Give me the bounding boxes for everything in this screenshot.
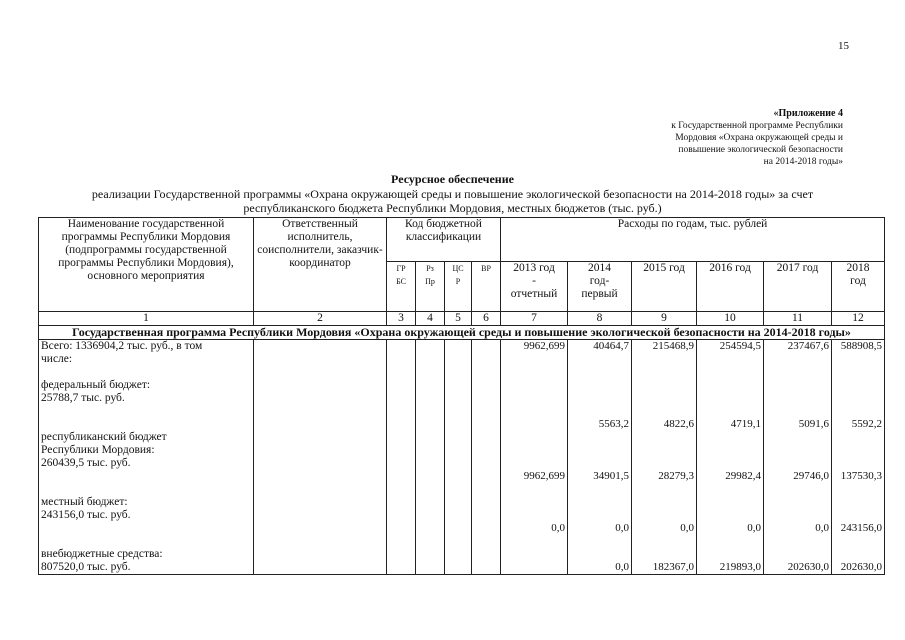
code-rzpr-cell	[416, 340, 445, 575]
republic-amount: 260439,5 тыс. руб.	[41, 457, 131, 469]
header-responsible: Ответственный исполнитель, соисполнители, заказчик-координатор	[254, 218, 387, 312]
column-number: 10	[697, 312, 764, 326]
total-label-cont: числе:	[41, 353, 73, 365]
document-title: Ресурсное обеспечение	[391, 172, 514, 186]
resource-table	[38, 217, 885, 575]
header-year-2018: 2018 год	[832, 262, 885, 312]
values-2017: 237467,6 5091,6 29746,0 0,0 202630,0	[764, 340, 832, 575]
code-csr-cell	[445, 340, 472, 575]
funding-labels	[39, 340, 254, 575]
column-number: 4	[416, 312, 445, 326]
federal-label: федеральный бюджет:	[41, 379, 151, 391]
code-vr-cell	[472, 340, 501, 575]
header-code-rzpr: Рз Пр	[416, 262, 445, 312]
header-year-2013: 2013 год - отчетный	[501, 262, 568, 312]
appendix-title: «Приложение 4	[773, 108, 843, 119]
program-row	[39, 326, 885, 340]
column-number: 1	[39, 312, 254, 326]
column-number: 3	[387, 312, 416, 326]
header-code-vr: ВР	[472, 262, 501, 312]
appendix-line: на 2014-2018 годы»	[763, 157, 843, 167]
column-number: 2	[254, 312, 387, 326]
extra-label: внебюджетные средства:	[41, 548, 163, 560]
appendix-line: повышение экологической безопасности	[678, 145, 843, 155]
header-code-grbs: ГР БС	[387, 262, 416, 312]
header-year-2016: 2016 год	[697, 262, 764, 312]
column-number: 8	[568, 312, 632, 326]
column-number: 7	[501, 312, 568, 326]
local-amount: 243156,0 тыс. руб.	[41, 509, 131, 521]
column-number: 11	[764, 312, 832, 326]
local-label: местный бюджет:	[41, 496, 128, 508]
extra-amount: 807520,0 тыс. руб.	[41, 561, 131, 573]
column-number: 9	[632, 312, 697, 326]
code-grbs-cell	[387, 340, 416, 575]
values-2015: 215468,9 4822,6 28279,3 0,0 182367,0	[632, 340, 697, 575]
column-number: 12	[832, 312, 885, 326]
header-name: Наименование государственной программы Республики Мордовия (подпрограммы государственной программы Республики Мордовия), основного мероприятия	[39, 218, 254, 312]
page-number: 15	[838, 40, 849, 52]
document-subtitle: реализации Государственной программы «Охрана окружающей среды и повышение экологической безопасности на 2014-2018 годы» за счет республиканского бюджета Республики Мордовия, местных бюджетов (тыс. руб.)	[91, 187, 814, 215]
values-2016: 254594,5 4719,1 29982,4 0,0 219893,0	[697, 340, 764, 575]
funding-body-row	[39, 340, 885, 575]
federal-amount: 25788,7 тыс. руб.	[41, 392, 125, 404]
total-label: Всего: 1336904,2 тыс. руб., в том	[41, 340, 203, 352]
appendix-block	[671, 108, 843, 168]
appendix-line: к Государственной программе Республики	[671, 121, 843, 131]
column-number: 5	[445, 312, 472, 326]
republic-label: республиканский бюджет	[41, 431, 167, 443]
header-row-1	[39, 218, 885, 262]
values-2013: 9962,699 9962,699 0,0	[501, 340, 568, 575]
appendix-line: Мордовия «Охрана окружающей среды и	[675, 133, 843, 143]
program-title: Государственная программа Республики Мордовия «Охрана окружающей среды и повышение экологической безопасности на 2014-2018 годы»	[39, 326, 885, 340]
header-year-2015: 2015 год	[632, 262, 697, 312]
republic-label-cont: Республики Мордовия:	[41, 444, 155, 456]
header-year-2017: 2017 год	[764, 262, 832, 312]
column-numbers-row	[39, 312, 885, 326]
values-2018: 588908,5 5592,2 137530,3 243156,0 202630,0	[832, 340, 885, 575]
values-2014: 40464,7 5563,2 34901,5 0,0 0,0	[568, 340, 632, 575]
header-year-2014: 2014 год- первый	[568, 262, 632, 312]
header-budget-code: Код бюджетной классификации	[387, 218, 501, 262]
column-number: 6	[472, 312, 501, 326]
responsible-cell	[254, 340, 387, 575]
header-expenses: Расходы по годам, тыс. рублей	[501, 218, 885, 262]
header-code-csr: ЦС Р	[445, 262, 472, 312]
